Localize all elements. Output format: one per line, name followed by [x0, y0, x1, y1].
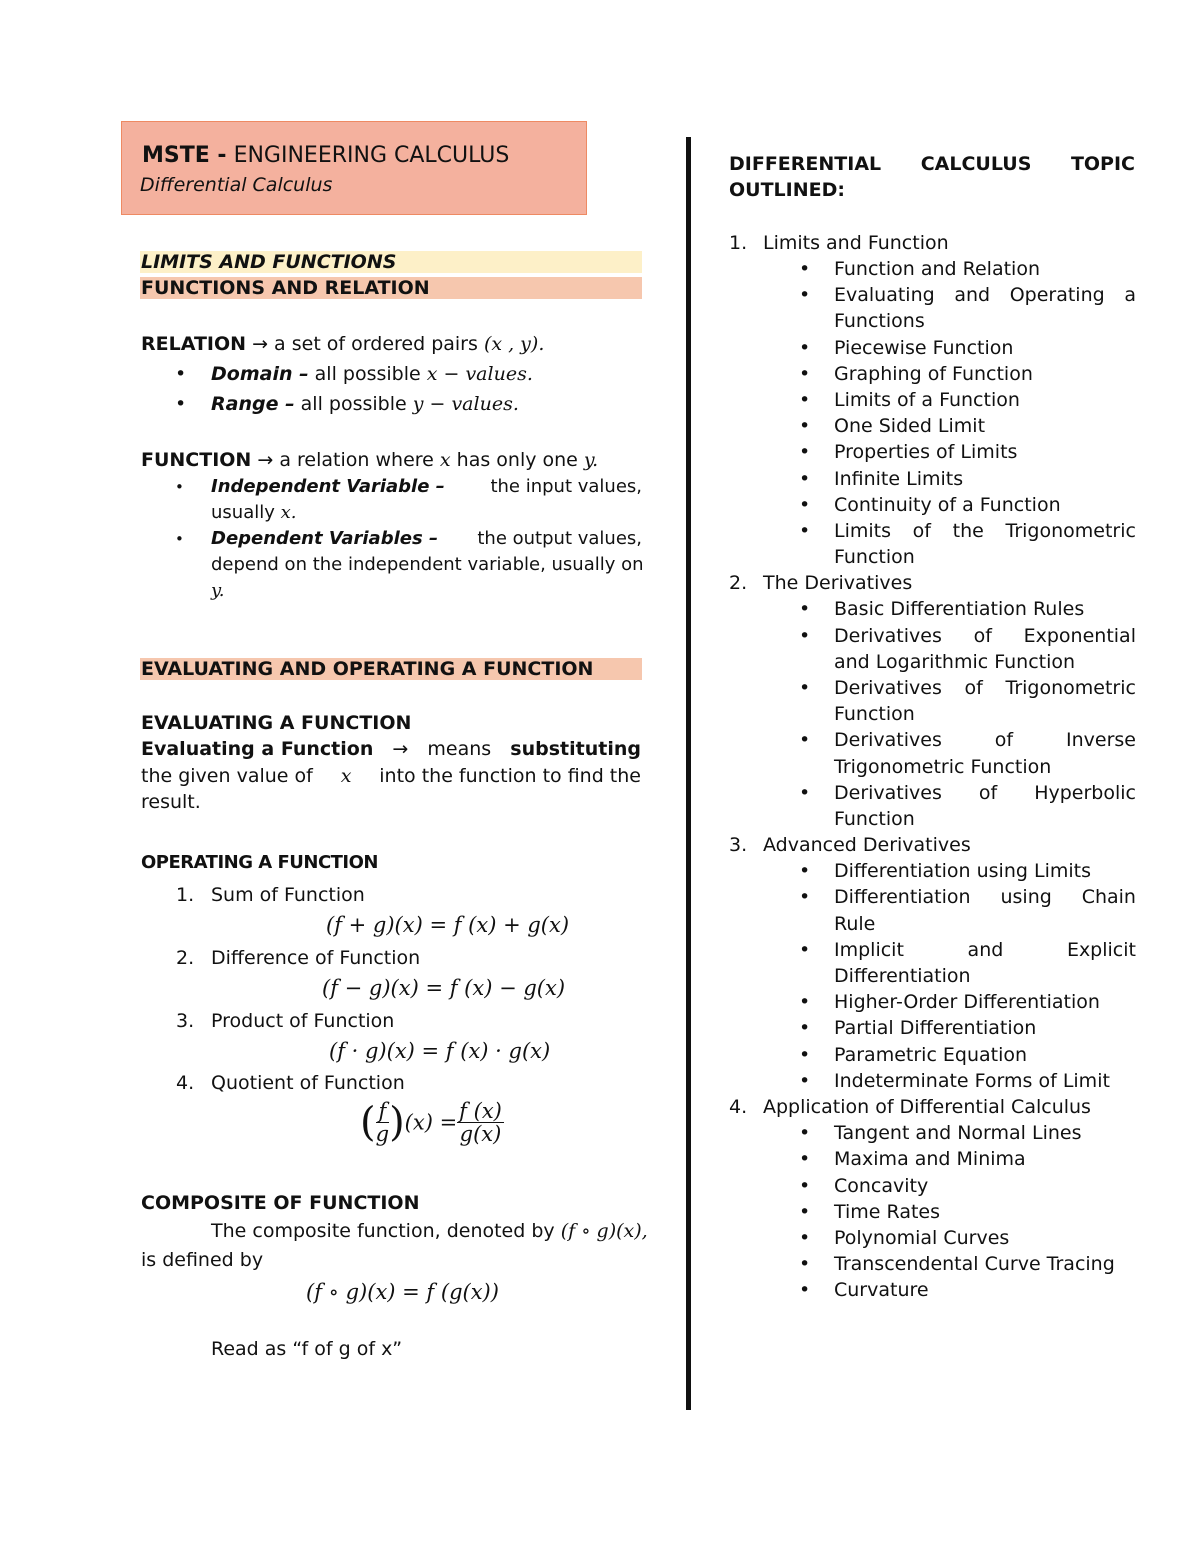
- topic-item-continuation: Differentiation: [834, 965, 971, 987]
- topic-item-continuation: Function: [834, 808, 915, 830]
- word: Operating: [1009, 284, 1105, 306]
- word: • Limits: [834, 520, 891, 542]
- word: • Differentiation: [834, 886, 971, 908]
- topic-item: • Continuity of a Function: [834, 492, 1061, 518]
- composite-text-line1: [211, 1218, 648, 1244]
- word: of: [978, 782, 998, 804]
- word: Chain: [1081, 886, 1136, 908]
- word: Explicit: [1066, 939, 1136, 961]
- independent-text: the input values,: [490, 476, 642, 497]
- op-formula-sum: (f + g)(x) = f (x) + g(x): [326, 913, 570, 937]
- domain-math: x − values.: [426, 363, 533, 385]
- topic-item: • Function and Relation: [834, 256, 1040, 282]
- topic-number: 1.: [729, 232, 748, 254]
- dependent-term: Dependent Variables –: [211, 528, 438, 549]
- op-formula-quotient: [360, 1100, 504, 1145]
- outline-heading-word: CALCULUS: [920, 153, 1032, 175]
- evaluating-bold-word: substituting: [510, 738, 641, 760]
- domain-item: [211, 361, 533, 387]
- fraction-fx-over-gx: [457, 1100, 504, 1145]
- word: Exponential: [1023, 625, 1136, 647]
- quotient-mid: (x) =: [404, 1110, 458, 1135]
- relation-definition: [141, 331, 544, 357]
- topic-number: 3.: [729, 834, 748, 856]
- composite-text-line2: is defined by: [141, 1249, 264, 1271]
- topic-item: • Basic Differentiation Rules: [834, 596, 1084, 622]
- evaluating-heading: EVALUATING A FUNCTION: [141, 712, 412, 734]
- topic-title: The Derivatives: [763, 572, 913, 594]
- relation-term: RELATION: [141, 333, 247, 355]
- title-prefix: MSTE -: [142, 143, 227, 168]
- document-subtitle: Differential Calculus: [140, 174, 333, 196]
- topic-title: Advanced Derivatives: [763, 834, 971, 856]
- independent-text2: usually: [211, 502, 275, 523]
- column-divider: [686, 137, 691, 1410]
- topic-item: • Piecewise Function: [834, 335, 1013, 361]
- outline-heading-word: TOPIC: [1070, 153, 1135, 175]
- document-title-box: [121, 121, 587, 215]
- document-title: [142, 142, 509, 170]
- evaluating-definition: [141, 736, 641, 815]
- topic-item: • Tangent and Normal Lines: [834, 1120, 1082, 1146]
- topic-item: • Polynomial Curves: [834, 1225, 1009, 1251]
- fraction-f-over-g: [376, 1100, 389, 1145]
- word: of: [973, 625, 992, 647]
- evaluating-line2-a: the given value of: [141, 765, 313, 787]
- op-item-label: Sum of Function: [211, 884, 365, 906]
- op-formula-product: (f · g)(x) = f (x) · g(x): [329, 1039, 551, 1063]
- evaluating-line2-b: into the function to find the: [379, 765, 641, 787]
- evaluating-means: means: [427, 738, 492, 760]
- topic-item: [834, 675, 1136, 701]
- range-math: y − values.: [412, 393, 519, 415]
- fraction-denominator: g: [375, 1122, 390, 1146]
- dependent-variable-item: [211, 526, 642, 604]
- topic-item: [834, 937, 1136, 963]
- fraction-numerator: f (x): [459, 1099, 502, 1123]
- op-item-number: 4.: [176, 1072, 195, 1094]
- word: Trigonometric: [1005, 520, 1136, 542]
- word: a: [1124, 284, 1136, 306]
- topic-title: Limits and Function: [763, 232, 949, 254]
- outline-heading: [729, 151, 1135, 203]
- domain-text: all possible: [314, 363, 421, 385]
- word: and: [967, 939, 1004, 961]
- function-term: FUNCTION: [141, 449, 252, 471]
- topic-item: [834, 727, 1136, 753]
- word: and: [954, 284, 991, 306]
- evaluating-line3: result.: [141, 791, 201, 813]
- section-evaluating-operating: EVALUATING AND OPERATING A FUNCTION: [140, 658, 642, 680]
- word: Inverse: [1066, 729, 1136, 751]
- op-item-number: 3.: [176, 1010, 195, 1032]
- arrow: →: [252, 333, 268, 355]
- title-main: ENGINEERING CALCULUS: [233, 143, 510, 168]
- word: • Derivatives: [834, 677, 942, 699]
- ordered-pair: (x , y).: [483, 333, 545, 355]
- math-x: x: [439, 449, 451, 471]
- paren-right: ): [389, 1099, 405, 1146]
- word: • Evaluating: [834, 284, 935, 306]
- topic-title: Application of Differential Calculus: [763, 1096, 1091, 1118]
- topic-item-continuation: Functions: [834, 310, 925, 332]
- relation-text: a set of ordered pairs: [274, 333, 478, 355]
- domain-term: Domain –: [211, 363, 309, 385]
- arrow: →: [257, 449, 274, 471]
- topic-item: [834, 884, 1136, 910]
- op-formula-difference: (f − g)(x) = f (x) − g(x): [322, 976, 566, 1000]
- topic-item-continuation: and Logarithmic Function: [834, 651, 1076, 673]
- word: • Derivatives: [834, 625, 942, 647]
- topic-item-continuation: Trigonometric Function: [834, 756, 1052, 778]
- topic-item-continuation: Rule: [834, 913, 876, 935]
- outline-heading-line2: OUTLINED:: [729, 179, 845, 201]
- topic-item: [834, 623, 1136, 649]
- composite-formula: (f ∘ g)(x) = f (g(x)): [306, 1280, 499, 1304]
- word: of: [994, 729, 1014, 751]
- paren-left: (: [360, 1099, 376, 1146]
- composite-heading: COMPOSITE OF FUNCTION: [141, 1192, 420, 1214]
- topic-item-continuation: Function: [834, 546, 915, 568]
- topic-item: • Infinite Limits: [834, 466, 963, 492]
- word: of: [912, 520, 931, 542]
- topic-item: • Concavity: [834, 1173, 928, 1199]
- topic-item: • One Sided Limit: [834, 413, 985, 439]
- topic-item: [834, 282, 1136, 308]
- topic-item: • Parametric Equation: [834, 1042, 1027, 1068]
- topic-item: • Transcendental Curve Tracing: [834, 1251, 1115, 1277]
- topic-item: • Time Rates: [834, 1199, 940, 1225]
- topic-item: • Partial Differentiation: [834, 1015, 1036, 1041]
- range-term: Range –: [211, 393, 295, 415]
- fraction-denominator: g(x): [459, 1122, 502, 1146]
- word: • Derivatives: [834, 782, 942, 804]
- word: using: [1000, 886, 1052, 908]
- dependent-text: the output values,: [477, 528, 642, 549]
- word: • Implicit: [834, 939, 904, 961]
- topic-number: 2.: [729, 572, 748, 594]
- dependent-text2: depend on the independent variable, usually on: [211, 554, 644, 575]
- math-y: y.: [583, 449, 599, 471]
- evaluating-term: Evaluating a Function: [141, 738, 374, 760]
- topic-item: • Graphing of Function: [834, 361, 1033, 387]
- word: • Derivatives: [834, 729, 942, 751]
- operating-heading: OPERATING A FUNCTION: [141, 852, 378, 873]
- section-limits-functions: LIMITS AND FUNCTIONS: [140, 251, 642, 273]
- op-item-label: Difference of Function: [211, 947, 421, 969]
- op-item-label: Product of Function: [211, 1010, 395, 1032]
- word: of: [964, 677, 983, 699]
- independent-variable-item: [211, 474, 642, 526]
- op-item-number: 2.: [176, 947, 195, 969]
- word: Hyperbolic: [1034, 782, 1136, 804]
- range-item: [211, 391, 519, 417]
- independent-term: Independent Variable –: [211, 476, 445, 497]
- function-text-mid: has only one: [456, 449, 578, 471]
- topic-item: [834, 518, 1136, 544]
- dependent-math: y.: [211, 580, 225, 601]
- composite-notation: (f ∘ g)(x),: [560, 1220, 648, 1242]
- topic-item: • Differentiation using Limits: [834, 858, 1091, 884]
- topic-item-continuation: Function: [834, 703, 915, 725]
- function-definition: [141, 447, 598, 473]
- word: Trigonometric: [1005, 677, 1136, 699]
- math-x: x: [340, 765, 352, 787]
- op-item-number: 1.: [176, 884, 195, 906]
- topic-item: • Curvature: [834, 1277, 929, 1303]
- topic-number: 4.: [729, 1096, 748, 1118]
- outline-heading-word: DIFFERENTIAL: [729, 153, 882, 175]
- function-text: a relation where: [279, 449, 434, 471]
- topic-item: • Limits of a Function: [834, 387, 1020, 413]
- composite-read-as: Read as “f of g of x”: [211, 1338, 403, 1360]
- topic-item: • Indeterminate Forms of Limit: [834, 1068, 1110, 1094]
- word: the: [952, 520, 984, 542]
- op-item-label: Quotient of Function: [211, 1072, 405, 1094]
- arrow: →: [392, 738, 409, 760]
- topic-item: • Properties of Limits: [834, 439, 1017, 465]
- topic-item: • Higher-Order Differentiation: [834, 989, 1100, 1015]
- range-text: all possible: [300, 393, 407, 415]
- section-functions-relation: FUNCTIONS AND RELATION: [140, 277, 642, 299]
- topic-item: • Maxima and Minima: [834, 1146, 1026, 1172]
- fraction-numerator: f: [376, 1100, 389, 1123]
- topic-item: [834, 780, 1136, 806]
- composite-text1: The composite function, denoted by: [211, 1220, 555, 1242]
- independent-math: x.: [280, 502, 297, 523]
